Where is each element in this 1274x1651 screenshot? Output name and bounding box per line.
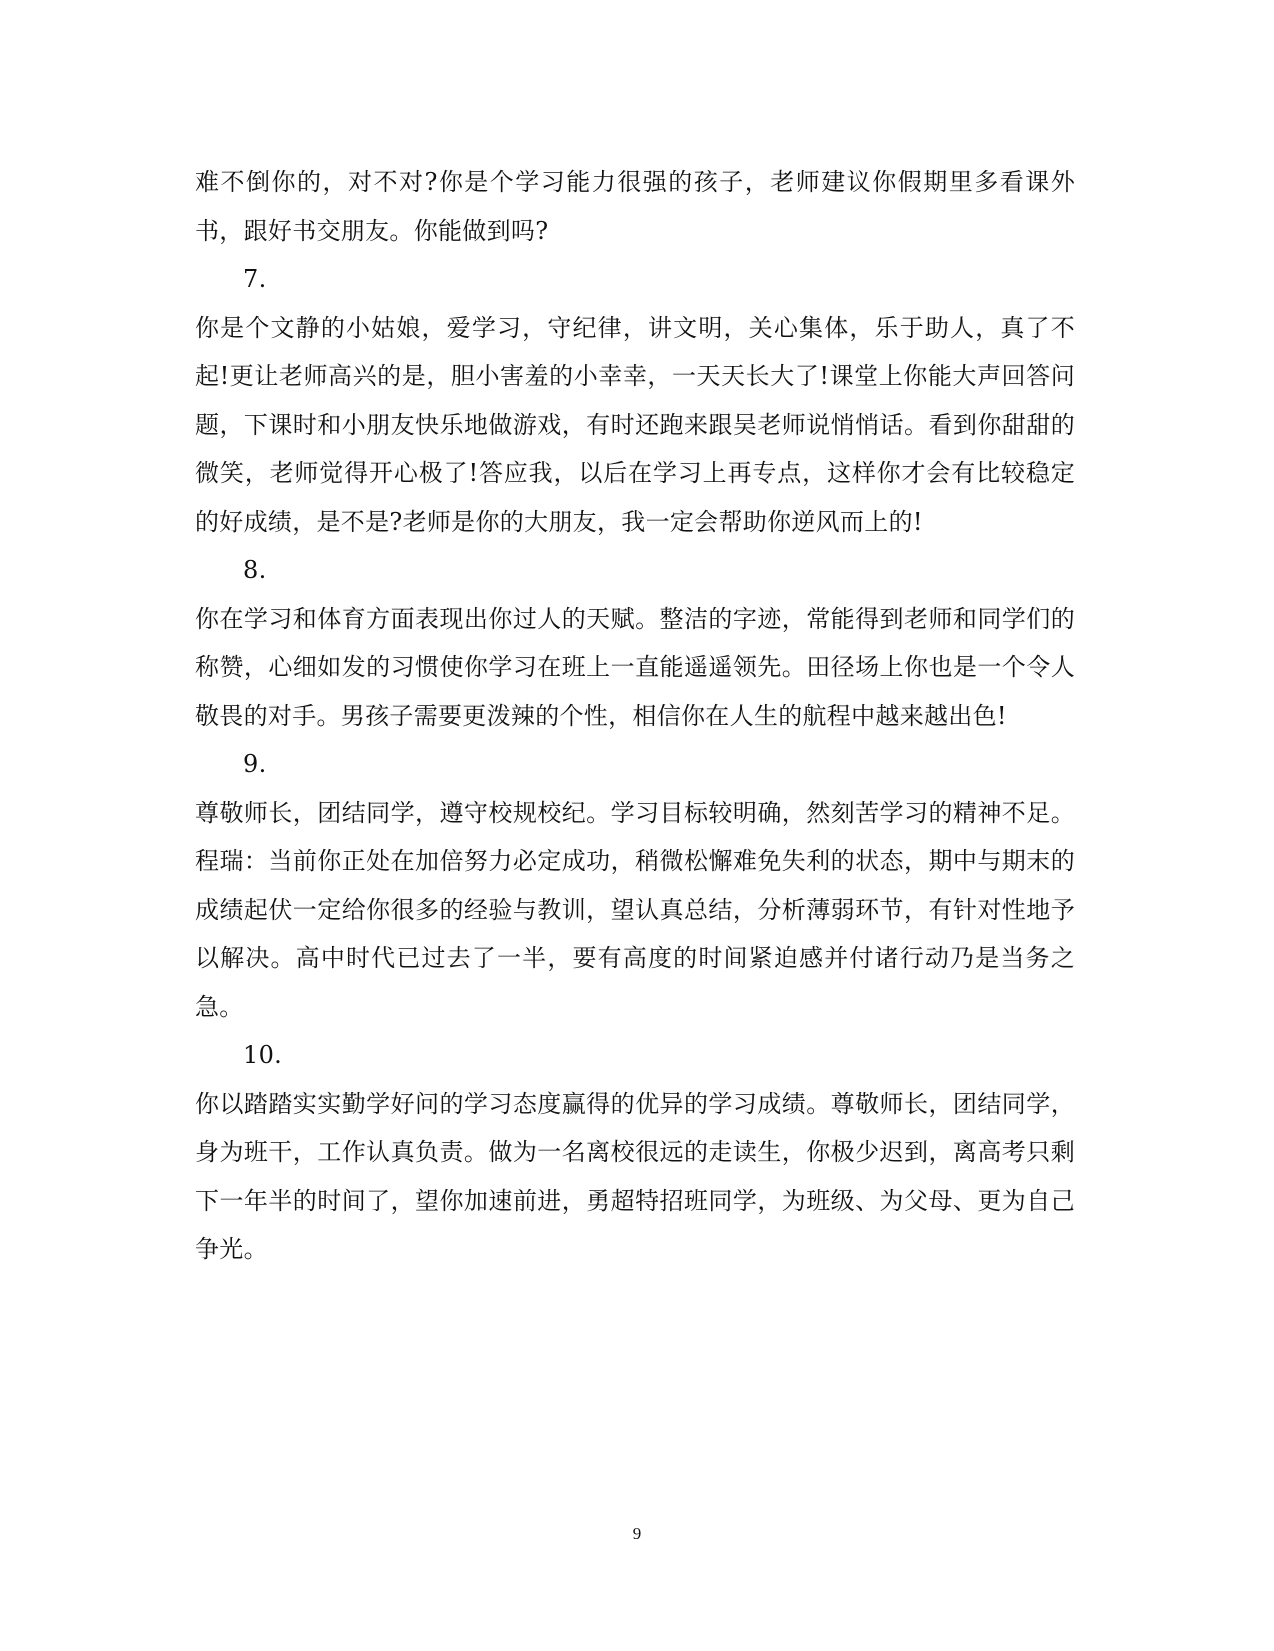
page-number: 9	[632, 1524, 642, 1543]
paragraph-item-9: 尊敬师长，团结同学，遵守校规校纪。学习目标较明确，然刻苦学习的精神不足。程瑞：当前你正处在加倍努力必定成功，稍微松懈难免失利的状态，期中与期末的成绩起伏一定给你很多的经验与教训，望认真总结，分析薄弱环节，有针对性地予以解决。高中时代已过去了一半，要有高度的时间紧迫感并付诸行动乃是当务之急。	[195, 798, 1075, 1021]
paragraph-item-8: 你在学习和体育方面表现出你过人的天赋。整洁的字迹，常能得到老师和同学们的称赞，心细如发的习惯使你学习在班上一直能遥遥领先。田径场上你也是一个令人敬畏的对手。男孩子需要更泼辣的个性，相信你在人生的航程中越来越出色!	[195, 604, 1075, 730]
paragraph-item-7: 你是个文静的小姑娘，爱学习，守纪律，讲文明，关心集体，乐于助人，真了不起!更让老师高兴的是，胆小害羞的小幸幸，一天天长大了!课堂上你能大声回答问题，下课时和小朋友快乐地做游戏，有时还跑来跟吴老师说悄悄话。看到你甜甜的微笑，老师觉得开心极了!答应我，以后在学习上再专点，这样你才会有比较稳定的好成绩，是不是?老师是你的大朋友，我一定会帮助你逆风而上的!	[195, 313, 1075, 536]
item-number-7: 7.	[243, 265, 267, 293]
item-number-9: 9.	[243, 750, 267, 778]
item-number-8: 8.	[243, 556, 267, 584]
paragraph-continuation: 难不倒你的，对不对?你是个学习能力很强的孩子，老师建议你假期里多看课外书，跟好书交朋友。你能做到吗?	[195, 168, 1075, 245]
document-body	[195, 158, 1075, 1274]
paragraph-item-10: 你以踏踏实实勤学好问的学习态度赢得的优异的学习成绩。尊敬师长，团结同学，身为班干，工作认真负责。做为一名离校很远的走读生，你极少迟到，离高考只剩下一年半的时间了，望你加速前进，勇超特招班同学，为班级、为父母、更为自己争光。	[195, 1089, 1075, 1263]
item-number-10: 10.	[243, 1041, 283, 1069]
